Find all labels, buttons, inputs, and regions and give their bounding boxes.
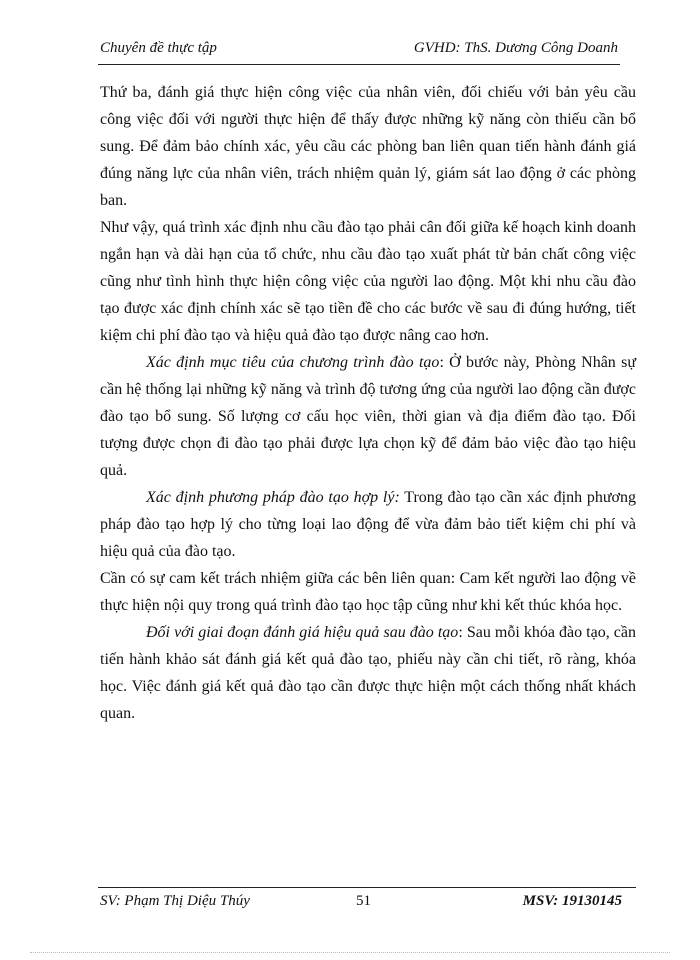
paragraph-6 bbox=[100, 619, 636, 727]
paragraph-3-text: : Ở bước này, Phòng Nhân sự cần hệ thống lại những kỹ năng và trình độ tương ứng của người lao động cần được đào tạo bổ sung. Số lượng cơ cấu học viên, thời gian và địa điểm đào tạo. Đối tượng được chọn đi đào tạo phải được lựa chọn kỹ để đảm bảo việc đào tạo hiệu quả. bbox=[100, 354, 637, 479]
paragraph-4-text: Trong đào tạo cần xác định phương pháp đào tạo hợp lý cho từng loại lao động để vừa đảm bảo tiết kiệm chi phí và hiệu quả của đào tạo. bbox=[100, 489, 636, 560]
header-rule bbox=[98, 64, 620, 65]
page-footer bbox=[100, 893, 622, 915]
paragraph-4 bbox=[100, 484, 636, 565]
header-supervisor: GVHD: ThS. Dương Công Doanh bbox=[413, 40, 618, 56]
footer-student-name: SV: Phạm Thị Diệu Thúy bbox=[100, 893, 250, 909]
paragraph-1 bbox=[100, 79, 636, 214]
page-edge-divider bbox=[30, 952, 670, 953]
paragraph-6-lead: Đối với giai đoạn đánh giá hiệu quả sau đào tạo bbox=[146, 624, 459, 641]
header-document-type: Chuyên đề thực tập bbox=[100, 40, 217, 56]
paragraph-3-lead: Xác định mục tiêu của chương trình đào tạo bbox=[146, 354, 440, 371]
footer-rule bbox=[98, 887, 636, 888]
paragraph-5-text: Cần có sự cam kết trách nhiệm giữa các bên liên quan: Cam kết người lao động về thực hiện nội quy trong quá trình đào tạo học tập cũng như khi kết thúc khóa học. bbox=[100, 570, 636, 614]
paragraph-3 bbox=[100, 349, 636, 484]
page-header bbox=[100, 40, 618, 62]
page-number: 51 bbox=[356, 893, 371, 909]
paragraph-5 bbox=[100, 565, 636, 619]
paragraph-2-text: Như vậy, quá trình xác định nhu cầu đào tạo phải cân đối giữa kế hoạch kinh doanh ngắn hạn và dài hạn của tổ chức, nhu cầu đào tạo xuất phát từ bản chất công việc cũng như tình hình thực hiện công việc của người lao động. Một khi nhu cầu đào tạo được xác định chính xác sẽ tạo tiền đề cho các bước về sau đi đúng hướng, tiết kiệm chi phí đào tạo và hiệu quả đào tạo được nâng cao hơn. bbox=[100, 219, 636, 344]
paragraph-1-text: Thứ ba, đánh giá thực hiện công việc của nhân viên, đối chiếu với bản yêu cầu công việc đối với người thực hiện để thấy được những kỹ năng còn thiếu cần bổ sung. Để đảm bảo chính xác, yêu cầu các phòng ban liên quan tiến hành đánh giá đúng năng lực của nhân viên, trách nhiệm quản lý, giám sát lao động ở các phòng ban. bbox=[100, 84, 636, 209]
body-text bbox=[100, 79, 636, 727]
footer-student-id: MSV: 19130145 bbox=[522, 893, 622, 909]
paragraph-6-text: : Sau mỗi khóa đào tạo, cần tiến hành khảo sát đánh giá kết quả đào tạo, phiếu này cần chi tiết, rõ ràng, khóa học. Việc đánh giá kết quả đào tạo cần được thực hiện một cách thống nhất khách quan. bbox=[100, 624, 636, 722]
paragraph-4-lead: Xác định phương pháp đào tạo hợp lý: bbox=[146, 489, 400, 506]
paragraph-2 bbox=[100, 214, 636, 349]
